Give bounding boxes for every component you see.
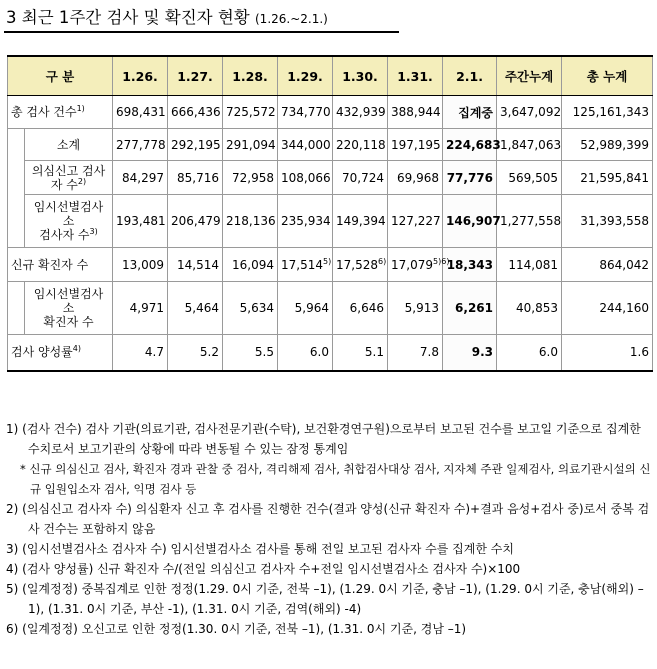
value-cell: 114,081 (497, 248, 562, 282)
value-cell: 244,160 (562, 282, 653, 335)
testing-status-table (7, 55, 653, 372)
value-cell: 72,958 (223, 161, 278, 195)
value-cell: 344,000 (278, 129, 333, 161)
value-cell: 291,094 (223, 129, 278, 161)
value-cell: 5.2 (168, 335, 223, 371)
value-cell: 5,964 (278, 282, 333, 335)
value-cell: 218,136 (223, 195, 278, 248)
value-cell: 864,042 (562, 248, 653, 282)
value-cell: 52,989,399 (562, 129, 653, 161)
value-cell: 224,683 (443, 129, 497, 161)
footnote: 3) (임시선별검사소 검사자 수) 임시선별검사소 검사를 통해 전일 보고된 검사자 수를 집계한 수치 (6, 542, 514, 556)
row-label: 총 검사 건수$^{1)}$ (8, 96, 113, 129)
value-cell: 집계중 (443, 96, 497, 129)
title-underline (4, 31, 399, 33)
value-cell: 5,634 (223, 282, 278, 335)
section-title-text: 최근 1주간 검사 및 확진자 현황 (21, 8, 250, 27)
value-cell: 698,431 (113, 96, 168, 129)
value-cell: 734,770 (278, 96, 333, 129)
section-number: 3 (6, 8, 17, 27)
value-cell: 7.8 (388, 335, 443, 371)
value-cell: 197,195 (388, 129, 443, 161)
table-row (8, 195, 653, 248)
footnote: 2) (의심신고 검사자 수) 의심환자 신고 후 검사를 진행한 건수(결과 양성(신규 확진자 수)+결과 음성+검사 중)로서 중복 검사 건수는 포함하지 않음 (6, 502, 650, 536)
value-cell: 6.0 (278, 335, 333, 371)
table-header-row (8, 56, 653, 96)
value-cell: 108,066 (278, 161, 333, 195)
value-cell: 5.1 (333, 335, 388, 371)
table-row (8, 335, 653, 371)
header-col: 1.26. (113, 56, 168, 96)
indent-cell (8, 129, 25, 248)
value-cell: 85,716 (168, 161, 223, 195)
header-category: 구 분 (8, 56, 113, 96)
value-cell: 235,934 (278, 195, 333, 248)
date-range: (1.26.~2.1.) (255, 12, 328, 26)
value-cell: 206,479 (168, 195, 223, 248)
value-cell: 4,971 (113, 282, 168, 335)
table-row (8, 96, 653, 129)
value-cell: 6.0 (497, 335, 562, 371)
header-col: 1.27. (168, 56, 223, 96)
row-label: 임시선별검사 소 검사자 수$^{3)}$ (25, 195, 113, 248)
footnote: 5) (일계정정) 중복집계로 인한 정정(1.29. 0시 기준, 전북 –1), (1.29. 0시 기준, 충남 –1), (1.29. 0시 기준, 충남(해외) –1), (1.31. 0시 기준, 부산 -1), (1.31. 0시 기준, 검역(해외) -4) (6, 582, 644, 616)
header-col: 1.28. (223, 56, 278, 96)
value-cell: 6,646 (333, 282, 388, 335)
value-cell: 149,394 (333, 195, 388, 248)
value-cell: 1,847,063 (497, 129, 562, 161)
value-cell: $17,079^{5)6)}$ (388, 248, 443, 282)
value-cell: 84,297 (113, 161, 168, 195)
value-cell: 1,277,558 (497, 195, 562, 248)
footnotes (6, 419, 654, 639)
table-row (8, 248, 653, 282)
row-label: 신규 확진자 수 (8, 248, 113, 282)
value-cell: 277,778 (113, 129, 168, 161)
table-row (8, 161, 653, 195)
value-cell: 1.6 (562, 335, 653, 371)
indent-cell (8, 282, 25, 335)
value-cell: 388,944 (388, 96, 443, 129)
header-col: 총 누계 (562, 56, 653, 96)
value-cell: 16,094 (223, 248, 278, 282)
row-label: 검사 양성률$^{4)}$ (8, 335, 113, 371)
value-cell: 220,118 (333, 129, 388, 161)
value-cell: 21,595,841 (562, 161, 653, 195)
row-label: 의심신고 검사 자 수$^{2)}$ (25, 161, 113, 195)
value-cell: 292,195 (168, 129, 223, 161)
value-cell: 5.5 (223, 335, 278, 371)
value-cell: 125,161,343 (562, 96, 653, 129)
header-col: 1.31. (388, 56, 443, 96)
value-cell: 69,968 (388, 161, 443, 195)
value-cell: 666,436 (168, 96, 223, 129)
footnote: 1) (검사 건수) 검사 기관(의료기관, 검사전문기관(수탁), 보건환경연구원)으로부터 보고된 건수를 보고일 기준으로 집계한 수치로서 보고기관의 상황에 따라 변동될 수 있는 잠정 통계임 (6, 422, 641, 456)
value-cell: 17,528$^{6)}$ (333, 248, 388, 282)
value-cell: 3,647,092 (497, 96, 562, 129)
table-row (8, 129, 653, 161)
value-cell: 4.7 (113, 335, 168, 371)
value-cell: 9.3 (443, 335, 497, 371)
value-cell: 31,393,558 (562, 195, 653, 248)
value-cell: 725,572 (223, 96, 278, 129)
value-cell: 17,514$^{5)}$ (278, 248, 333, 282)
value-cell: 146,907 (443, 195, 497, 248)
value-cell: 5,913 (388, 282, 443, 335)
row-label: 소계 (25, 129, 113, 161)
value-cell: 569,505 (497, 161, 562, 195)
footnote: 4) (검사 양성률) 신규 확진자 수/(전일 의심신고 검사자 수+전일 임시선별검사소 검사자 수)×100 (6, 562, 521, 576)
value-cell: 5,464 (168, 282, 223, 335)
section-title (6, 4, 328, 28)
header-col: 2.1. (443, 56, 497, 96)
value-cell: 40,853 (497, 282, 562, 335)
value-cell: 6,261 (443, 282, 497, 335)
table-row (8, 282, 653, 335)
header-col: 주간누계 (497, 56, 562, 96)
value-cell: 13,009 (113, 248, 168, 282)
value-cell: 77,776 (443, 161, 497, 195)
value-cell: 193,481 (113, 195, 168, 248)
value-cell: 70,724 (333, 161, 388, 195)
value-cell: 127,227 (388, 195, 443, 248)
footnote-sub: * 신규 의심신고 검사, 확진자 경과 관찰 중 검사, 격리해제 검사, 취합검사대상 검사, 지자체 주관 일제검사, 의료기관시설의 신규 입원입소자 검사, 익명 검사 등 (20, 462, 651, 496)
header-col: 1.30. (333, 56, 388, 96)
header-col: 1.29. (278, 56, 333, 96)
value-cell: 14,514 (168, 248, 223, 282)
footnote: 6) (일계정정) 오신고로 인한 정정(1.30. 0시 기준, 전북 –1), (1.31. 0시 기준, 경남 –1) (6, 622, 467, 636)
value-cell: 18,343 (443, 248, 497, 282)
row-label: 임시선별검사 소 확진자 수 (25, 282, 113, 335)
value-cell: 432,939 (333, 96, 388, 129)
